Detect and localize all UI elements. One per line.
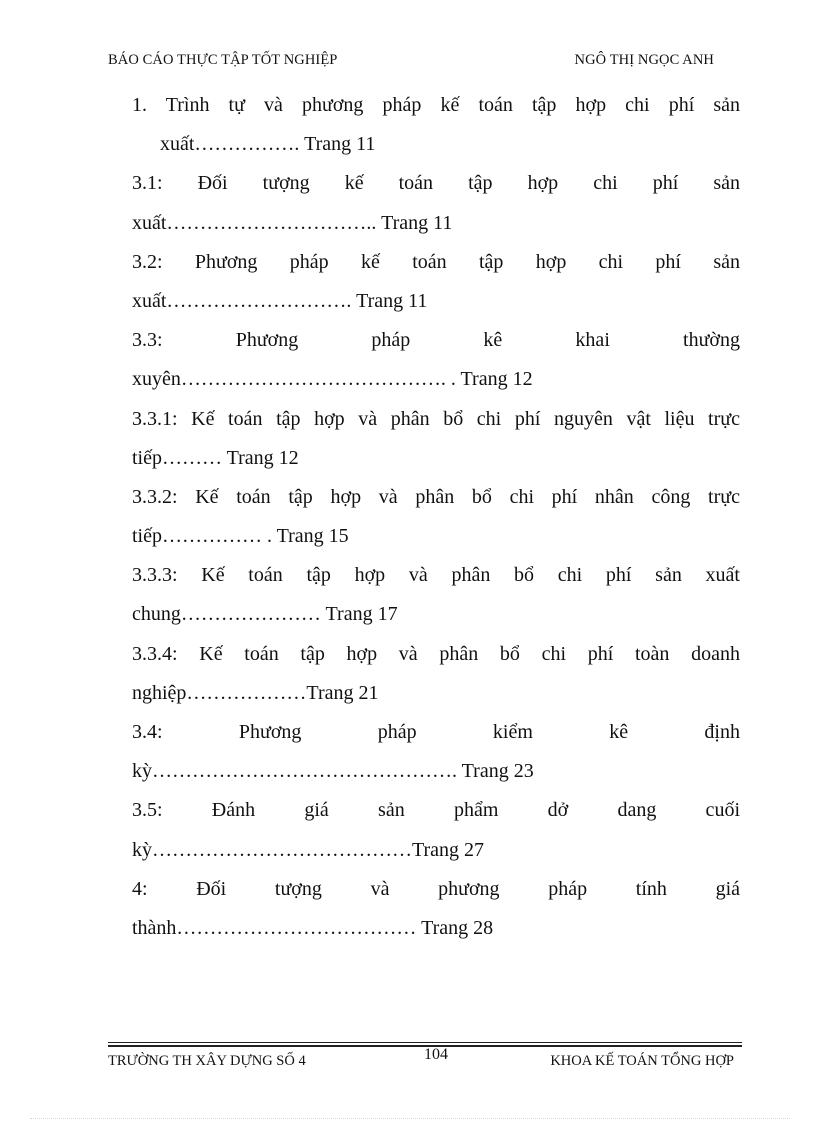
toc-entry-page-ref: chung………………… Trang 17 xyxy=(132,603,398,626)
toc-entry-page-ref: xuất………………………. Trang 11 xyxy=(132,289,428,312)
toc-entry-page-ref: tiếp……… Trang 12 xyxy=(132,446,299,469)
toc-entry-title: 3.3.2: Kế toán tập hợp và phân bổ chi phí nhân công trực xyxy=(132,485,740,508)
footer-divider-thin xyxy=(108,1042,742,1043)
toc-entry-page-ref: kỳ………………………………………. Trang 23 xyxy=(132,760,534,783)
toc-entry xyxy=(132,400,740,478)
toc-entry-title: 3.3: Phương pháp kê khai thường xyxy=(132,329,740,352)
footer-school-name: TRƯỜNG TH XÂY DỰNG SỐ 4 xyxy=(108,1053,306,1069)
page-footer xyxy=(108,1046,734,1077)
toc-entry-title: 3.3.1: Kế toán tập hợp và phân bổ chi phí nguyên vật liệu trực xyxy=(132,407,740,430)
toc-entry-page-ref: tiếp…………… . Trang 15 xyxy=(132,525,349,548)
toc-entry xyxy=(132,321,740,399)
toc-entry xyxy=(132,870,740,948)
toc-entry xyxy=(132,713,740,791)
page-header xyxy=(108,52,714,72)
toc-entry-page-ref: kỳ…………………………………Trang 27 xyxy=(132,838,485,861)
toc-entry-title: 3.3.3: Kế toán tập hợp và phân bổ chi phí sản xuất xyxy=(132,564,740,587)
toc-entry xyxy=(132,791,740,869)
toc-entry-page-ref: xuất………………………….. Trang 11 xyxy=(132,211,453,234)
toc-entry xyxy=(132,164,740,242)
footer-department-name: KHOA KẾ TOÁN TỔNG HỢP xyxy=(550,1053,734,1069)
page-number: 104 xyxy=(424,1046,448,1063)
toc-entry xyxy=(132,243,740,321)
toc-entry xyxy=(132,556,740,634)
header-author-name: NGÔ THỊ NGỌC ANH xyxy=(574,52,714,68)
table-of-contents xyxy=(132,86,740,948)
toc-entry-title: 3.5: Đánh giá sản phẩm dở dang cuối xyxy=(132,799,740,822)
toc-entry xyxy=(132,86,740,164)
toc-entry-page-ref: thành……………………………… Trang 28 xyxy=(132,916,494,939)
toc-entry-title: 3.3.4: Kế toán tập hợp và phân bổ chi phí toàn doanh xyxy=(132,642,740,665)
toc-entry-page-ref: xuyên…………………………………. . Trang 12 xyxy=(132,368,533,391)
page-bottom-dotted-line xyxy=(30,1118,790,1119)
toc-entry-title: 1. Trình tự và phương pháp kế toán tập hợp chi phí sản xyxy=(132,94,740,116)
toc-entry-title: 4: Đối tượng và phương pháp tính giá xyxy=(132,877,740,900)
toc-entry-title: 3.2: Phương pháp kế toán tập hợp chi phí sản xyxy=(132,250,740,273)
toc-entry xyxy=(132,635,740,713)
header-report-title: BÁO CÁO THỰC TẬP TỐT NGHIỆP xyxy=(108,52,338,68)
toc-entry-page-ref: nghiệp………………Trang 21 xyxy=(132,681,379,704)
toc-entry-page-ref: xuất……………. Trang 11 xyxy=(160,133,376,156)
toc-entry-title: 3.1: Đối tượng kế toán tập hợp chi phí sản xyxy=(132,172,740,195)
toc-entry xyxy=(132,478,740,556)
toc-entry-title: 3.4: Phương pháp kiểm kê định xyxy=(132,721,740,743)
